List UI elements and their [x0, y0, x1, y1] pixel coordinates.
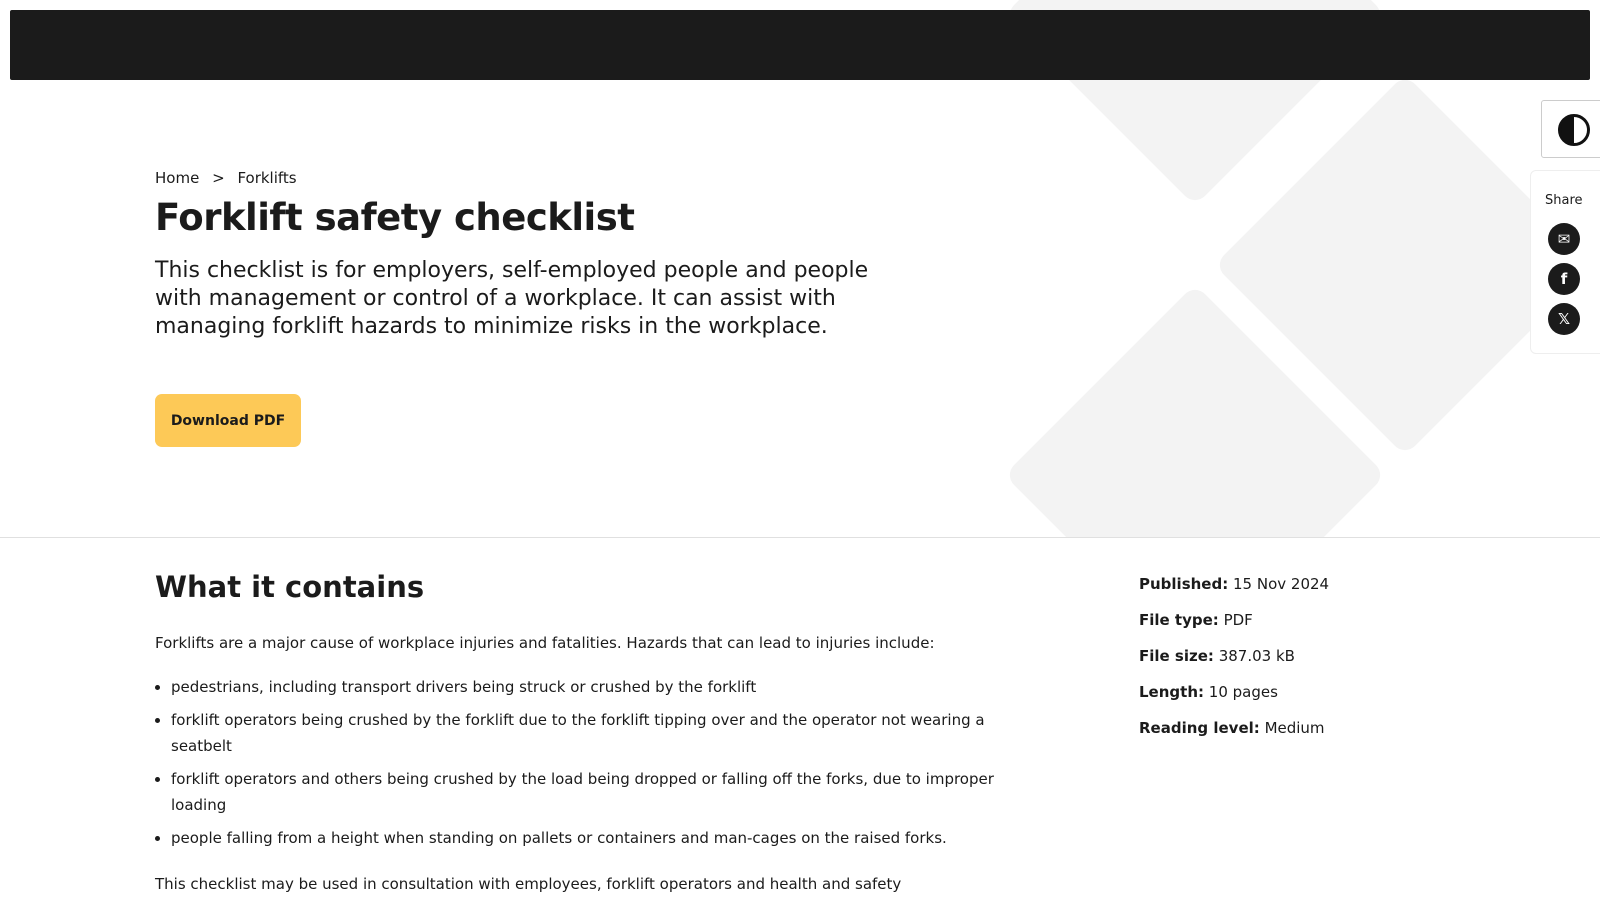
list-item: • forklift operators being crushed by the forklift due to the forklift tipping over and the operator not wearing a seatbelt: [171, 707, 1011, 759]
meta-label: Reading level:: [1139, 719, 1260, 737]
x-share-icon[interactable]: 𝕏: [1548, 303, 1580, 335]
meta-label: File size:: [1139, 647, 1214, 665]
breadcrumb: [155, 169, 305, 187]
list-item: • pedestrians, including transport drivers being struck or crushed by the forklift: [171, 674, 1011, 700]
meta-value: Medium: [1264, 719, 1325, 737]
page-title: Forklift safety checklist: [155, 196, 635, 239]
meta-label: Published:: [1139, 575, 1229, 593]
breadcrumb-separator: >: [212, 169, 225, 187]
document-meta: [1139, 575, 1329, 755]
contrast-icon: [1558, 114, 1590, 146]
meta-value: 387.03 kB: [1218, 647, 1295, 665]
intro-text: This checklist is for employers, self-employed people and people with management or control of a workplace. It can assist with managing forklift hazards to minimize risks in the workplace.: [155, 258, 869, 339]
breadcrumb-current[interactable]: Forklifts: [237, 169, 297, 187]
meta-file-type: [1139, 611, 1329, 647]
share-panel: [1530, 170, 1600, 354]
share-label: Share: [1545, 193, 1583, 208]
download-pdf-button[interactable]: Download PDF: [155, 394, 301, 447]
meta-value: PDF: [1223, 611, 1253, 629]
meta-value: 10 pages: [1208, 683, 1278, 701]
meta-value: 15 Nov 2024: [1233, 575, 1330, 593]
list-item: • forklift operators and others being crushed by the load being dropped or falling off the forks, due to improper loading: [171, 766, 1011, 818]
section-heading: What it contains: [155, 570, 425, 604]
meta-file-size: [1139, 647, 1329, 683]
facebook-share-icon[interactable]: f: [1548, 263, 1580, 295]
meta-length: [1139, 683, 1329, 719]
meta-label: File type:: [1139, 611, 1219, 629]
meta-published: [1139, 575, 1329, 611]
site-header: [10, 10, 1590, 80]
meta-reading-level: [1139, 719, 1329, 755]
section-lead: Forklifts are a major cause of workplace injuries and fatalities. Hazards that can lead to injuries include:: [155, 634, 935, 652]
section-trailing: This checklist may be used in consultation with employees, forklift operators and health and safety: [155, 875, 902, 893]
list-item: • people falling from a height when standing on pallets or containers and man-cages on the raised forks.: [171, 825, 1011, 851]
breadcrumb-home[interactable]: Home: [155, 169, 200, 187]
email-share-icon[interactable]: ✉: [1548, 223, 1580, 255]
hazard-list: [171, 674, 1011, 858]
contrast-toggle-button[interactable]: [1541, 100, 1600, 158]
meta-label: Length:: [1139, 683, 1204, 701]
